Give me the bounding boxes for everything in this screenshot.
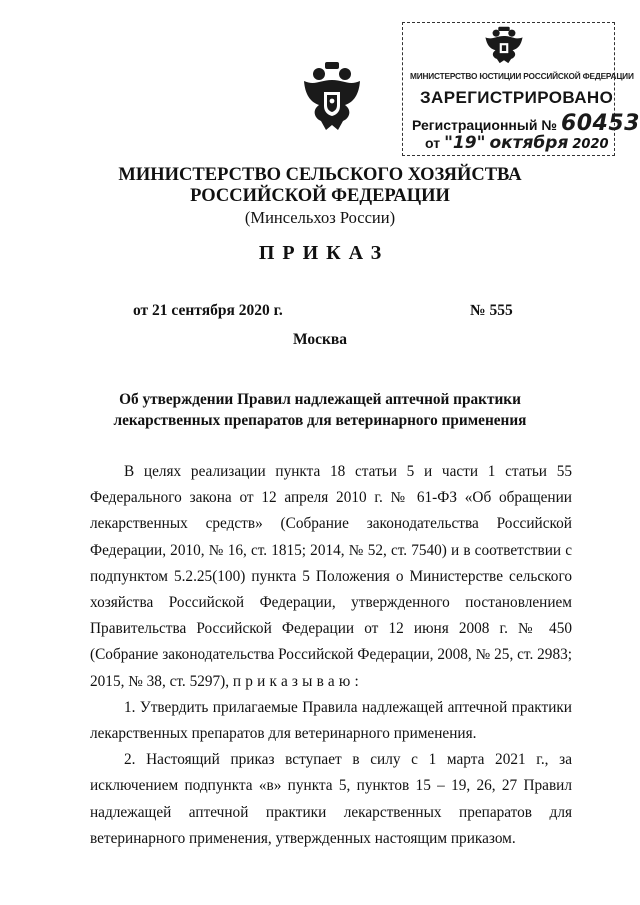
- order-word: приказываю:: [232, 672, 363, 690]
- order-item-2: 2. Настоящий приказ вступает в силу с 1 марта 2021 г., за исключением подпункта «в» пункта 5, пунктов 15 – 19, 26, 27 Правил надлежащей аптечной практики лекарственных препаратов для ветеринарного применения, утвержденных настоящим приказом.: [90, 751, 572, 847]
- stamp-date-line: [425, 133, 609, 153]
- order-number: № 555: [470, 302, 513, 319]
- stamp-ministry-name: МИНИСТЕРСТВО ЮСТИЦИИ РОССИЙСКОЙ ФЕДЕРАЦИИ: [410, 71, 634, 81]
- order-city: Москва: [292, 331, 348, 348]
- stamp-date-month: октября: [489, 133, 569, 153]
- stamp-date-year: 2020: [572, 137, 609, 152]
- preamble-text: В целях реализации пункта 18 статьи 5 и части 1 статьи 55 Федерального закона от 12 апреля 2010 г. № 61-ФЗ «Об обращении лекарственных средств» (Собрание законодательства Российской Федерации, 2010, № 16, ст. 1815; 2014, № 52, ст. 7540) и в соответствии с подпунктом 5.2.25(100) пункта 5 Положения о Министерстве сельского хозяйства Российской Федерации, утвержденного постановлением Правительства Российской Федерации от 12 июня 2008 г. № 450 (Собрание законодательства Российской Федерации, 2008, № 25, ст. 2983; 2015, № 38, ст. 5297),: [90, 463, 572, 690]
- stamp-date-prefix: от: [425, 135, 441, 151]
- order-subject-line1: Об утверждении Правил надлежащей аптечной практики: [119, 391, 521, 408]
- stamp-emblem-icon: [482, 26, 526, 66]
- order-subject-line2: лекарственных препаратов для ветеринарного применения: [113, 412, 527, 429]
- stamp-registration-number: 60453: [560, 111, 640, 136]
- stamp-registration-label: Регистрационный №: [412, 117, 557, 133]
- ministry-header: [0, 165, 640, 228]
- order-body: [90, 459, 572, 852]
- order-subject: [0, 389, 640, 431]
- coat-of-arms-icon: [302, 62, 362, 134]
- stamp-date-day: "19": [444, 133, 486, 153]
- ministry-name-line1: МИНИСТЕРСТВО СЕЛЬСКОГО ХОЗЯЙСТВА: [118, 165, 522, 185]
- ministry-short-name: (Минсельхоз России): [244, 208, 396, 227]
- order-title: ПРИКАЗ: [258, 242, 390, 264]
- order-item-1: 1. Утвердить прилагаемые Правила надлежащей аптечной практики лекарственных препаратов для ветеринарного применения.: [90, 698, 572, 743]
- preamble-paragraph: [90, 459, 572, 695]
- stamp-registered-label: ЗАРЕГИСТРИРОВАНО: [420, 88, 614, 107]
- order-date: от 21 сентября 2020 г.: [133, 302, 283, 319]
- ministry-name-line2: РОССИЙСКОЙ ФЕДЕРАЦИИ: [190, 186, 450, 206]
